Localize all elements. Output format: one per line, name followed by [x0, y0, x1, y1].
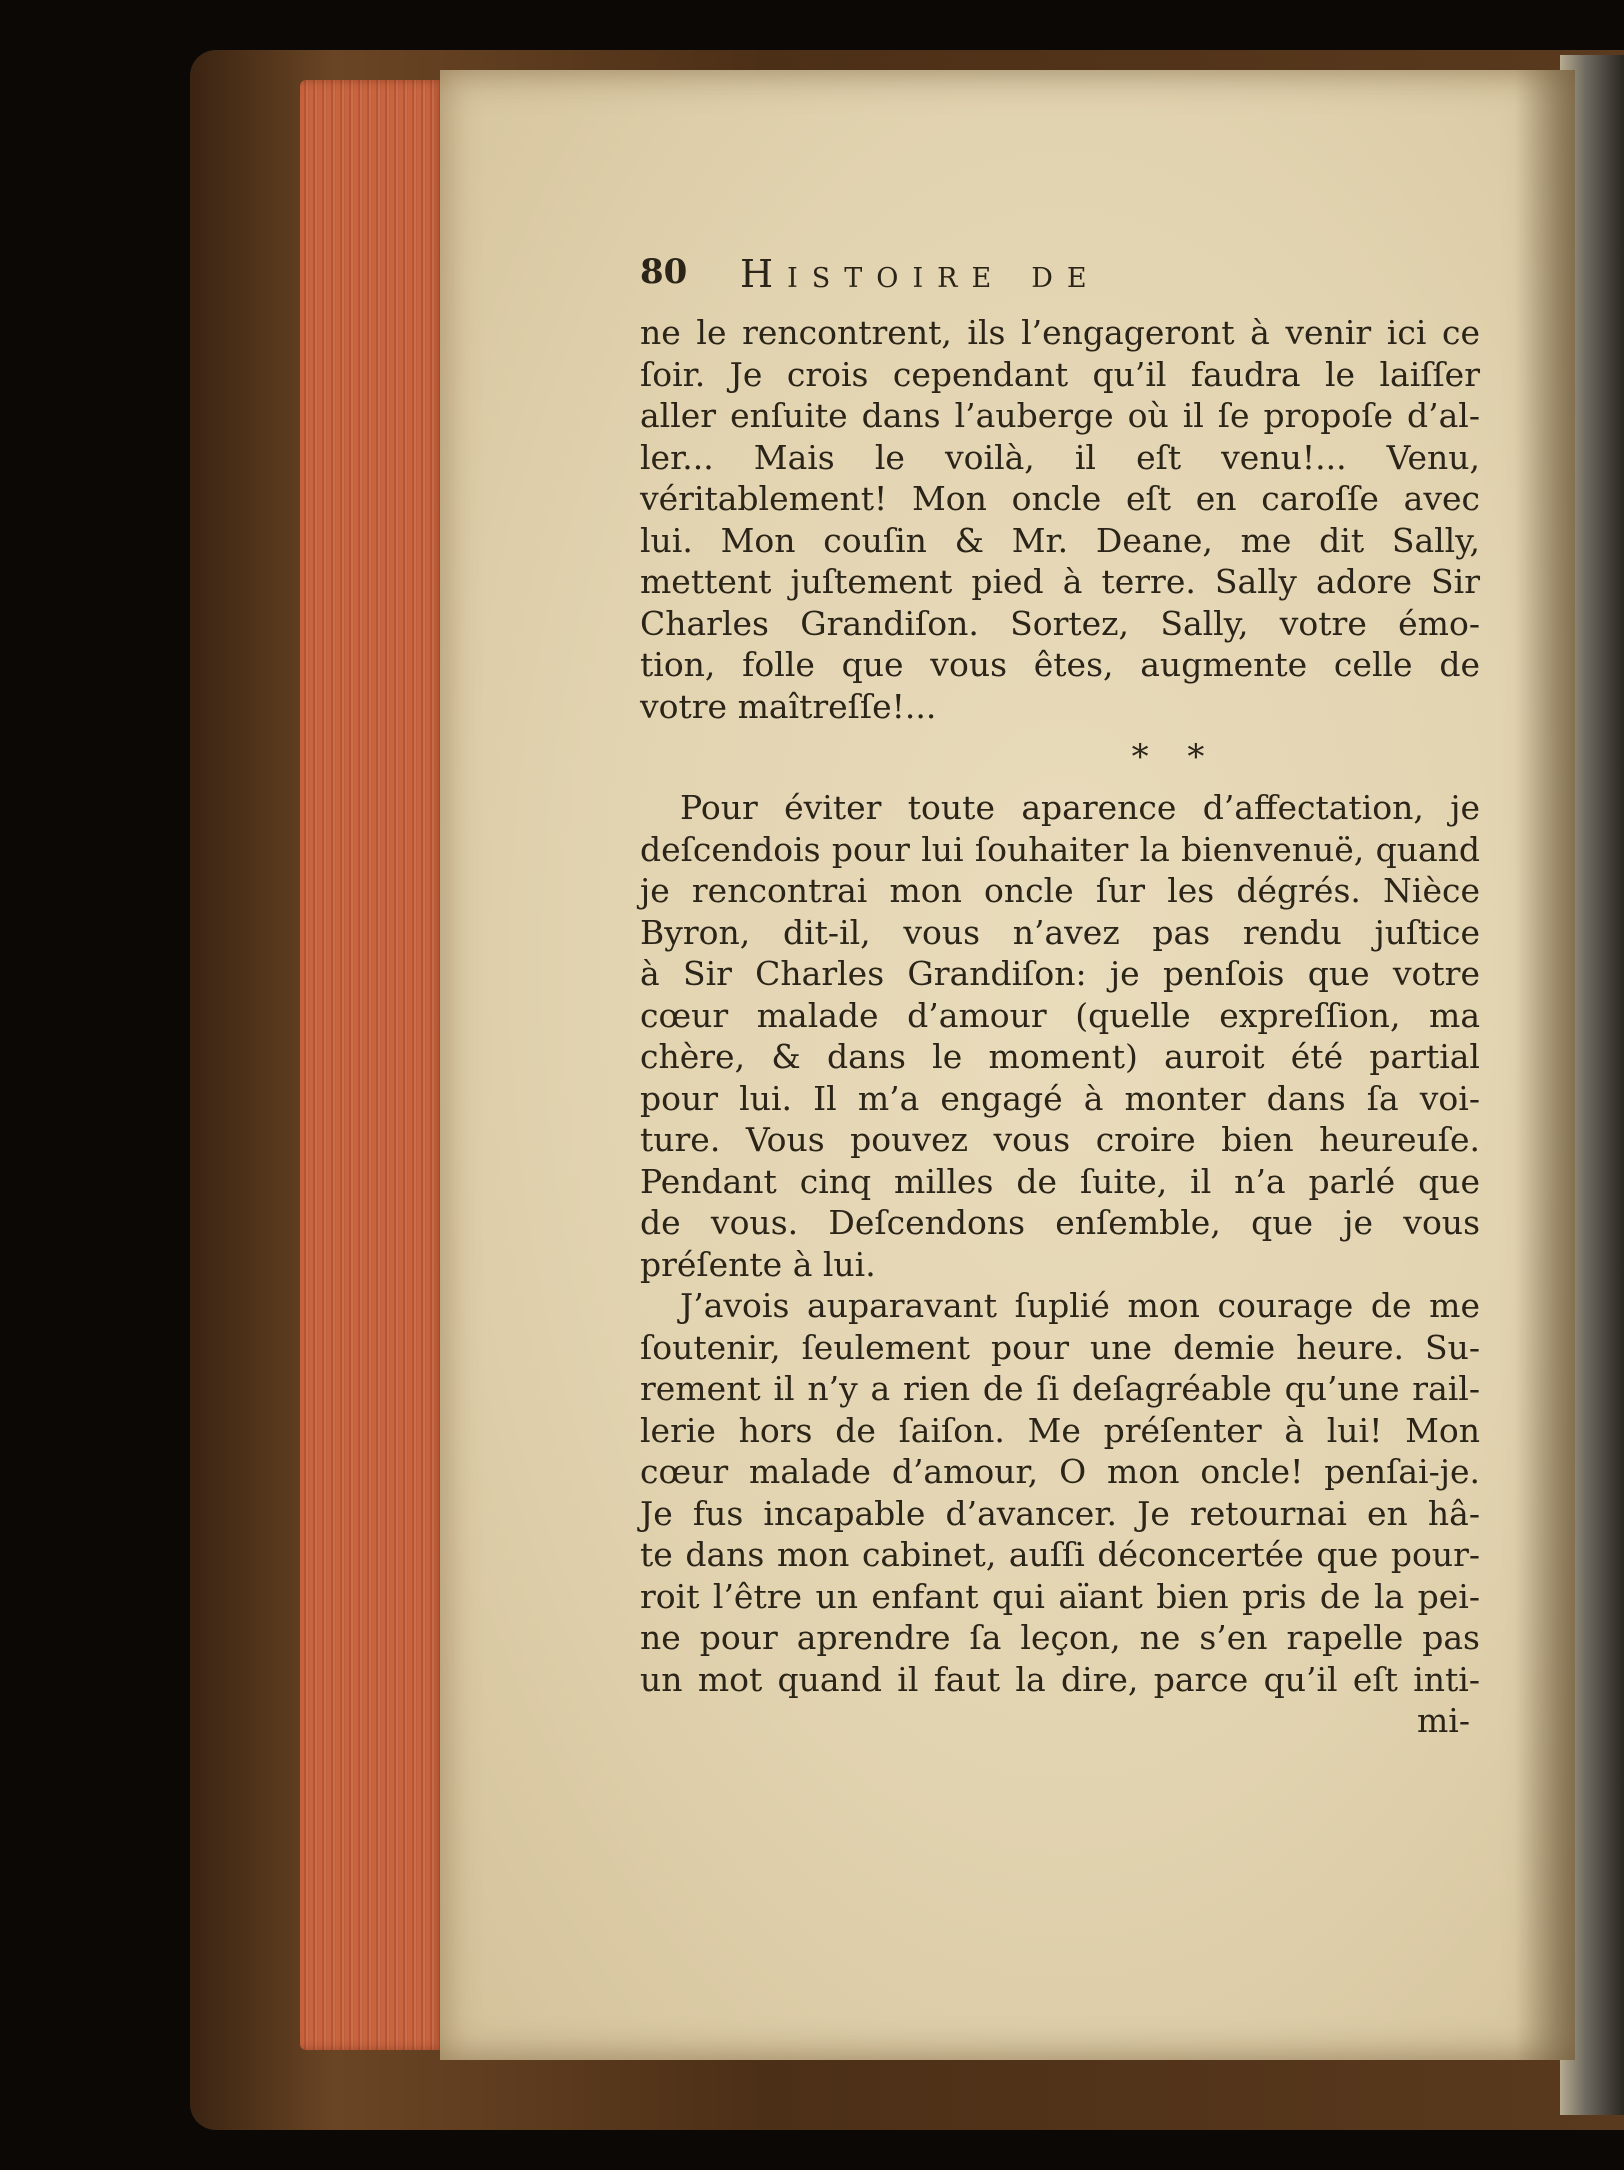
text-line: lui. Mon couſin & Mr. Deane, me dit Sally,: [640, 520, 1480, 560]
page-edges-red: [300, 80, 445, 2050]
text-line: véritablement! Mon oncle eſt en caroſſe avec: [640, 479, 1480, 518]
text-line: Je fus incapable d’avancer. Je retournai en hâ-: [640, 1493, 1480, 1533]
text-line: votre maîtreſſe!...: [640, 686, 937, 726]
text-line: ſoutenir, ſeulement pour une demie heure. Su-: [640, 1327, 1480, 1367]
page-body: [640, 312, 1480, 1742]
text-line: je rencontrai mon oncle ſur les dégrés. Nièce: [640, 871, 1480, 910]
text-line: tion, folle que vous êtes, augmente celle de: [640, 645, 1480, 684]
page-number: 80: [640, 252, 688, 292]
text-line: de vous. Deſcendons enſemble, que je vous: [640, 1203, 1480, 1242]
text-line: Charles Grandiſon. Sortez, Sally, votre émo-: [640, 603, 1480, 643]
text-line: te dans mon cabinet, auſſi déconcertée que pour-: [640, 1535, 1480, 1574]
running-head: Histoire de: [740, 252, 1101, 296]
text-line: ſoir. Je crois cependant qu’il faudra le laiſſer: [640, 354, 1480, 394]
text-line: ler... Mais le voilà, il eſt venu!... Venu,: [640, 437, 1480, 477]
text-line: J’avois auparavant ſuplié mon courage de me: [680, 1286, 1480, 1325]
text-line: ne le rencontrent, ils l’engageront à venir ici ce: [640, 313, 1480, 352]
text-line: chère, & dans le moment) auroit été partial: [640, 1037, 1480, 1076]
page-header: [640, 252, 1480, 302]
text-line: préſente à lui.: [640, 1244, 876, 1284]
text-line: lerie hors de ſaiſon. Me préſenter à lui! Mon: [640, 1410, 1480, 1450]
text-line: mettent juſtement pied à terre. Sally adore Sir: [640, 562, 1480, 601]
text-line: ne pour aprendre ſa leçon, ne s’en rapelle pas: [640, 1618, 1480, 1657]
paragraph-3: [640, 1285, 1480, 1700]
catchword: mi-: [1417, 1701, 1470, 1740]
page-gutter-shadow: [1515, 70, 1575, 2060]
text-line: deſcendois pour lui ſouhaiter la bienvenuë, quand: [640, 829, 1480, 869]
text-line: ture. Vous pouvez vous croire bien heureuſe.: [640, 1120, 1480, 1159]
text-line: roit l’être un enfant qui aïant bien pris de la pei-: [640, 1576, 1480, 1616]
paragraph-1: [640, 312, 1480, 727]
text-line: rement il n’y a rien de ſi deſagréable qu’une rail-: [640, 1369, 1480, 1408]
text-line: Pour éviter toute aparence d’affectation, je: [680, 788, 1480, 827]
text-line: aller enſuite dans l’auberge où il ſe propoſe d’al-: [640, 396, 1480, 435]
text-line: cœur malade d’amour (quelle expreſſion, ma: [640, 995, 1480, 1035]
text-line: cœur malade d’amour, O mon oncle! penſai-je.: [640, 1452, 1480, 1491]
paragraph-2: [640, 787, 1480, 1285]
section-separator: * *: [1131, 737, 1219, 777]
text-line: pour lui. Il m’a engagé à monter dans ſa voi-: [640, 1078, 1480, 1118]
text-line: à Sir Charles Grandiſon: je penſois que votre: [640, 954, 1480, 993]
text-line: un mot quand il faut la dire, parce qu’il eſt inti-: [640, 1659, 1480, 1699]
text-line: Pendant cinq milles de ſuite, il n’a parlé que: [640, 1161, 1480, 1201]
text-line: Byron, dit-il, vous n’avez pas rendu juſtice: [640, 912, 1480, 952]
